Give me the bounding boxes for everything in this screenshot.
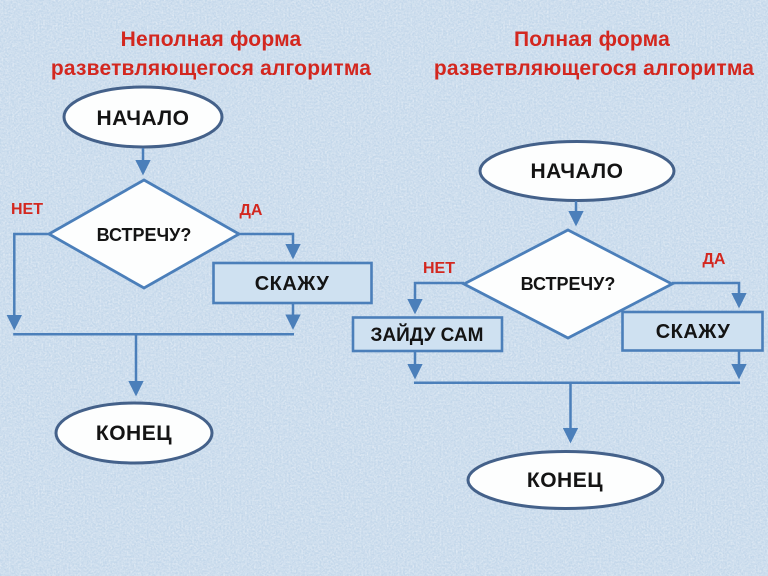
right-title-line2: разветвляющегося алгоритма <box>433 57 755 80</box>
left-title-line2: разветвляющегося алгоритма <box>50 57 372 80</box>
right-no-label: НЕТ <box>423 260 455 277</box>
right-decision-label: ВСТРЕЧУ? <box>520 274 616 294</box>
right-yes-action-label: СКАЖУ <box>655 321 731 343</box>
right-no-action-label: ЗАЙДУ САМ <box>370 325 484 346</box>
left-decision-label: ВСТРЕЧУ? <box>96 225 192 245</box>
left-end-label: КОНЕЦ <box>95 422 173 445</box>
right-end-label: КОНЕЦ <box>526 469 604 492</box>
right-title-line1: Полная форма <box>513 28 671 51</box>
right-start-label: НАЧАЛО <box>530 160 624 183</box>
left-title-line1: Неполная форма <box>120 28 302 51</box>
left-yes-action-label: СКАЖУ <box>254 273 330 295</box>
left-no-label: НЕТ <box>11 201 43 218</box>
left-start-label: НАЧАЛО <box>96 107 190 130</box>
left-yes-label: ДА <box>239 202 263 219</box>
right-yes-label: ДА <box>702 251 726 268</box>
